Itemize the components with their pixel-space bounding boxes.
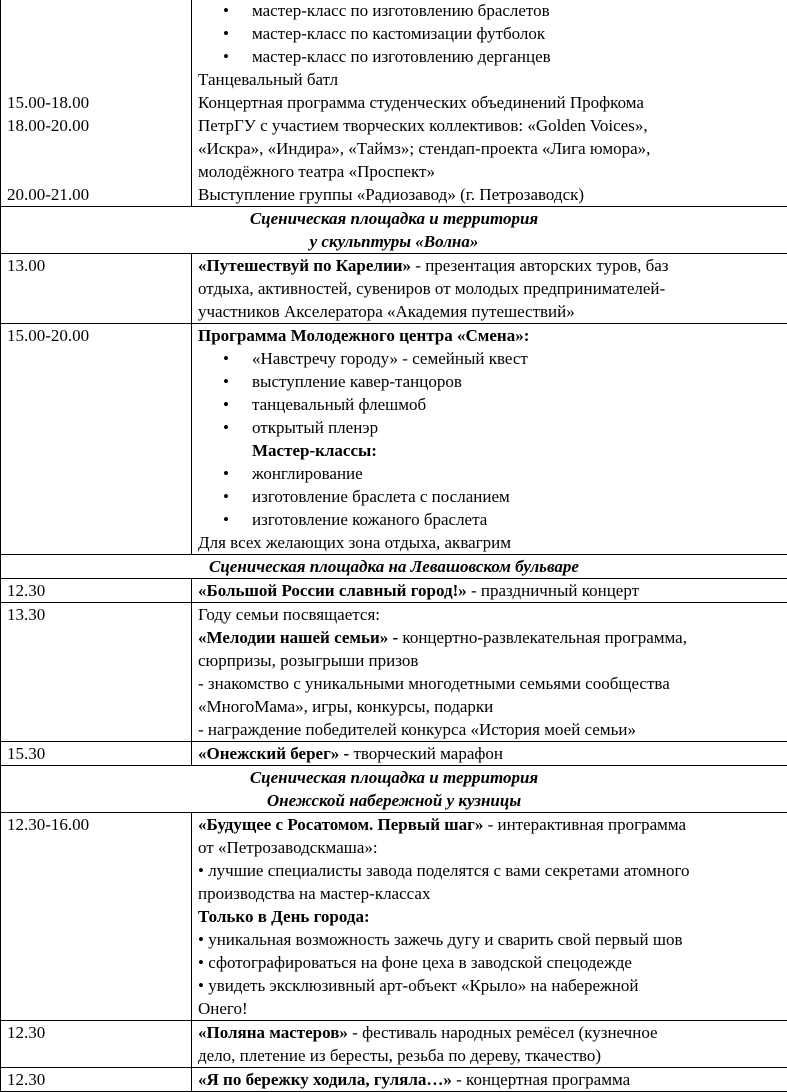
time-label: 12.30 <box>7 579 185 602</box>
event-title: «Путешествуй по Карелии» <box>198 256 411 275</box>
text-run: от «Петрозаводскмаша»: <box>198 838 378 857</box>
time-label <box>7 160 185 183</box>
event-title: «Мелодии нашей семьи» - <box>198 628 398 647</box>
description-cell <box>192 324 787 555</box>
text-run: - праздничный концерт <box>467 581 639 600</box>
text-run: танцевальный флешмоб <box>252 395 426 414</box>
text-run: Для всех желающих зона отдыха, аквагрим <box>198 533 511 552</box>
list-item <box>198 462 781 485</box>
description-line <box>198 277 781 300</box>
description-line <box>198 68 781 91</box>
text-run: творческий марафон <box>349 744 503 763</box>
event-title: Программа Молодежного центра «Смена»: <box>198 326 529 345</box>
description-line <box>198 836 781 859</box>
text-run: дело, плетение из бересты, резьба по дереву, ткачество) <box>198 1046 601 1065</box>
text-run: Концертная программа студенческих объединений Профкома <box>198 93 644 112</box>
event-row <box>1 813 787 1021</box>
description-line <box>198 91 781 114</box>
description-line <box>198 742 781 765</box>
description-line <box>198 695 781 718</box>
description-line <box>198 905 781 928</box>
description-line <box>198 672 781 695</box>
text-run: ПетрГУ с участием творческих коллективов: «Golden Voices», <box>198 116 648 135</box>
event-title: «Я по бережку ходила, гуляла…» <box>198 1070 452 1089</box>
description-line <box>198 300 781 323</box>
text-run: - концертная программа <box>452 1070 630 1089</box>
text-run: Мастер-классы: <box>252 441 377 460</box>
description-line <box>198 254 781 277</box>
text-run: молодёжного театра «Проспект» <box>198 162 435 181</box>
text-run: уникальная возможность зажечь дугу и сварить свой первый шов <box>208 930 682 949</box>
text-run: изготовление кожаного браслета <box>252 510 487 529</box>
description-line <box>198 137 781 160</box>
text-run: увидеть эксклюзивный арт-объект «Крыло» на набережной <box>208 976 638 995</box>
time-label: 12.30 <box>7 1021 185 1044</box>
text-run: концертно-развлекательная программа, <box>398 628 687 647</box>
time-cell <box>1 254 192 324</box>
text-run: Году семьи посвящается: <box>198 605 380 624</box>
text-run: мастер-класс по изготовлению браслетов <box>252 1 550 20</box>
text-run: лучшие специалисты завода поделятся с вами секретами атомного <box>208 861 689 880</box>
text-run: Онего! <box>198 999 248 1018</box>
event-title: «Будущее с Росатомом. Первый шаг» <box>198 815 483 834</box>
text-run: сфотографироваться на фоне цеха в заводской спецодежде <box>208 953 632 972</box>
list-item <box>198 416 781 439</box>
time-label <box>7 22 185 45</box>
event-row <box>1 254 787 324</box>
list-item <box>198 928 781 951</box>
text-run: мастер-класс по кастомизации футболок <box>252 24 545 43</box>
text-run: Танцевальный батл <box>198 70 338 89</box>
text-run: сюрпризы, розыгрыши призов <box>198 651 418 670</box>
description-line <box>198 997 781 1020</box>
time-label: 15.00-18.00 <box>7 91 185 114</box>
text-run: жонглирование <box>252 464 363 483</box>
description-line <box>198 324 781 347</box>
time-label: 13.00 <box>7 254 185 277</box>
list-item <box>198 393 781 416</box>
description-line <box>198 183 781 206</box>
time-cell <box>1 0 192 207</box>
text-run: - интерактивная программа <box>483 815 686 834</box>
description-cell <box>192 579 787 603</box>
description-line <box>198 882 781 905</box>
description-line <box>198 626 781 649</box>
event-row <box>1 1021 787 1068</box>
text-run: открытый пленэр <box>252 418 378 437</box>
list-item <box>198 485 781 508</box>
description-line <box>198 531 781 554</box>
list-item <box>198 859 781 882</box>
description-cell <box>192 0 787 207</box>
section-title-line: Сценическая площадка и территория <box>7 207 781 230</box>
description-line <box>198 649 781 672</box>
list-item <box>198 45 781 68</box>
section-header-row <box>1 207 787 254</box>
text-run: «МногоМама», игры, конкурсы, подарки <box>198 697 493 716</box>
list-item <box>198 951 781 974</box>
description-line <box>198 160 781 183</box>
time-label: 20.00-21.00 <box>7 183 185 206</box>
time-label: 13.30 <box>7 603 185 626</box>
text-run: мастер-класс по изготовлению дерганцев <box>252 47 551 66</box>
description-cell <box>192 254 787 324</box>
description-line <box>198 813 781 836</box>
section-header <box>1 555 787 579</box>
time-label <box>7 137 185 160</box>
event-row <box>1 579 787 603</box>
text-run: участников Акселератора «Академия путешествий» <box>198 302 575 321</box>
section-header-row <box>1 766 787 813</box>
description-line <box>198 603 781 626</box>
description-cell <box>192 603 787 742</box>
section-title-line: Сценическая площадка на Левашовском бульваре <box>7 555 781 578</box>
event-row <box>1 603 787 742</box>
text-run: отдыха, активностей, сувениров от молодых предпринимателей- <box>198 279 665 298</box>
time-cell <box>1 1021 192 1068</box>
list-item <box>198 370 781 393</box>
list-item <box>198 22 781 45</box>
description-cell <box>192 813 787 1021</box>
time-cell <box>1 579 192 603</box>
section-title-line: у скульптуры «Волна» <box>7 230 781 253</box>
text-run: - презентация авторских туров, баз <box>411 256 668 275</box>
time-label: 15.30 <box>7 742 185 765</box>
schedule-body <box>1 0 787 1092</box>
time-label: 12.30-16.00 <box>7 813 185 836</box>
event-title: Только в День города: <box>198 907 370 926</box>
time-cell <box>1 603 192 742</box>
text-run: «Навстречу городу» - семейный квест <box>252 349 528 368</box>
time-cell <box>1 742 192 766</box>
description-cell <box>192 1021 787 1068</box>
text-run: «Искра», «Индира», «Таймз»; стендап-проекта «Лига юмора», <box>198 139 650 158</box>
description-cell <box>192 742 787 766</box>
section-title-line: Онежской набережной у кузницы <box>7 789 781 812</box>
section-header-row <box>1 555 787 579</box>
list-item <box>198 0 781 22</box>
text-run: производства на мастер-классах <box>198 884 430 903</box>
event-row <box>1 0 787 207</box>
description-line <box>198 718 781 741</box>
description-line <box>198 1044 781 1067</box>
section-header <box>1 207 787 254</box>
text-run: - фестиваль народных ремёсел (кузнечное <box>348 1023 658 1042</box>
time-label <box>7 45 185 68</box>
description-line <box>198 579 781 602</box>
time-label <box>7 0 185 22</box>
time-cell <box>1 813 192 1021</box>
time-label: 18.00-20.00 <box>7 114 185 137</box>
event-row <box>1 742 787 766</box>
description-line <box>198 114 781 137</box>
event-title: «Онежский берег» - <box>198 744 349 763</box>
text-run: - знакомство с уникальными многодетными семьями сообщества <box>198 674 670 693</box>
description-line <box>198 1021 781 1044</box>
time-cell <box>1 324 192 555</box>
list-item <box>198 974 781 997</box>
event-row <box>1 324 787 555</box>
time-label: 12.30 <box>7 1068 185 1091</box>
time-label <box>7 68 185 91</box>
event-title: «Поляна мастеров» <box>198 1023 348 1042</box>
time-label: 15.00-20.00 <box>7 324 185 347</box>
section-header <box>1 766 787 813</box>
text-run: - награждение победителей конкурса «История моей семьи» <box>198 720 636 739</box>
list-item <box>198 508 781 531</box>
section-title-line: Сценическая площадка и территория <box>7 766 781 789</box>
event-title: «Большой России славный город!» <box>198 581 467 600</box>
list-item <box>198 347 781 370</box>
text-run: изготовление браслета с посланием <box>252 487 510 506</box>
text-run: Выступление группы «Радиозавод» (г. Петрозаводск) <box>198 185 584 204</box>
text-run: выступление кавер-танцоров <box>252 372 462 391</box>
subheading <box>198 439 781 462</box>
